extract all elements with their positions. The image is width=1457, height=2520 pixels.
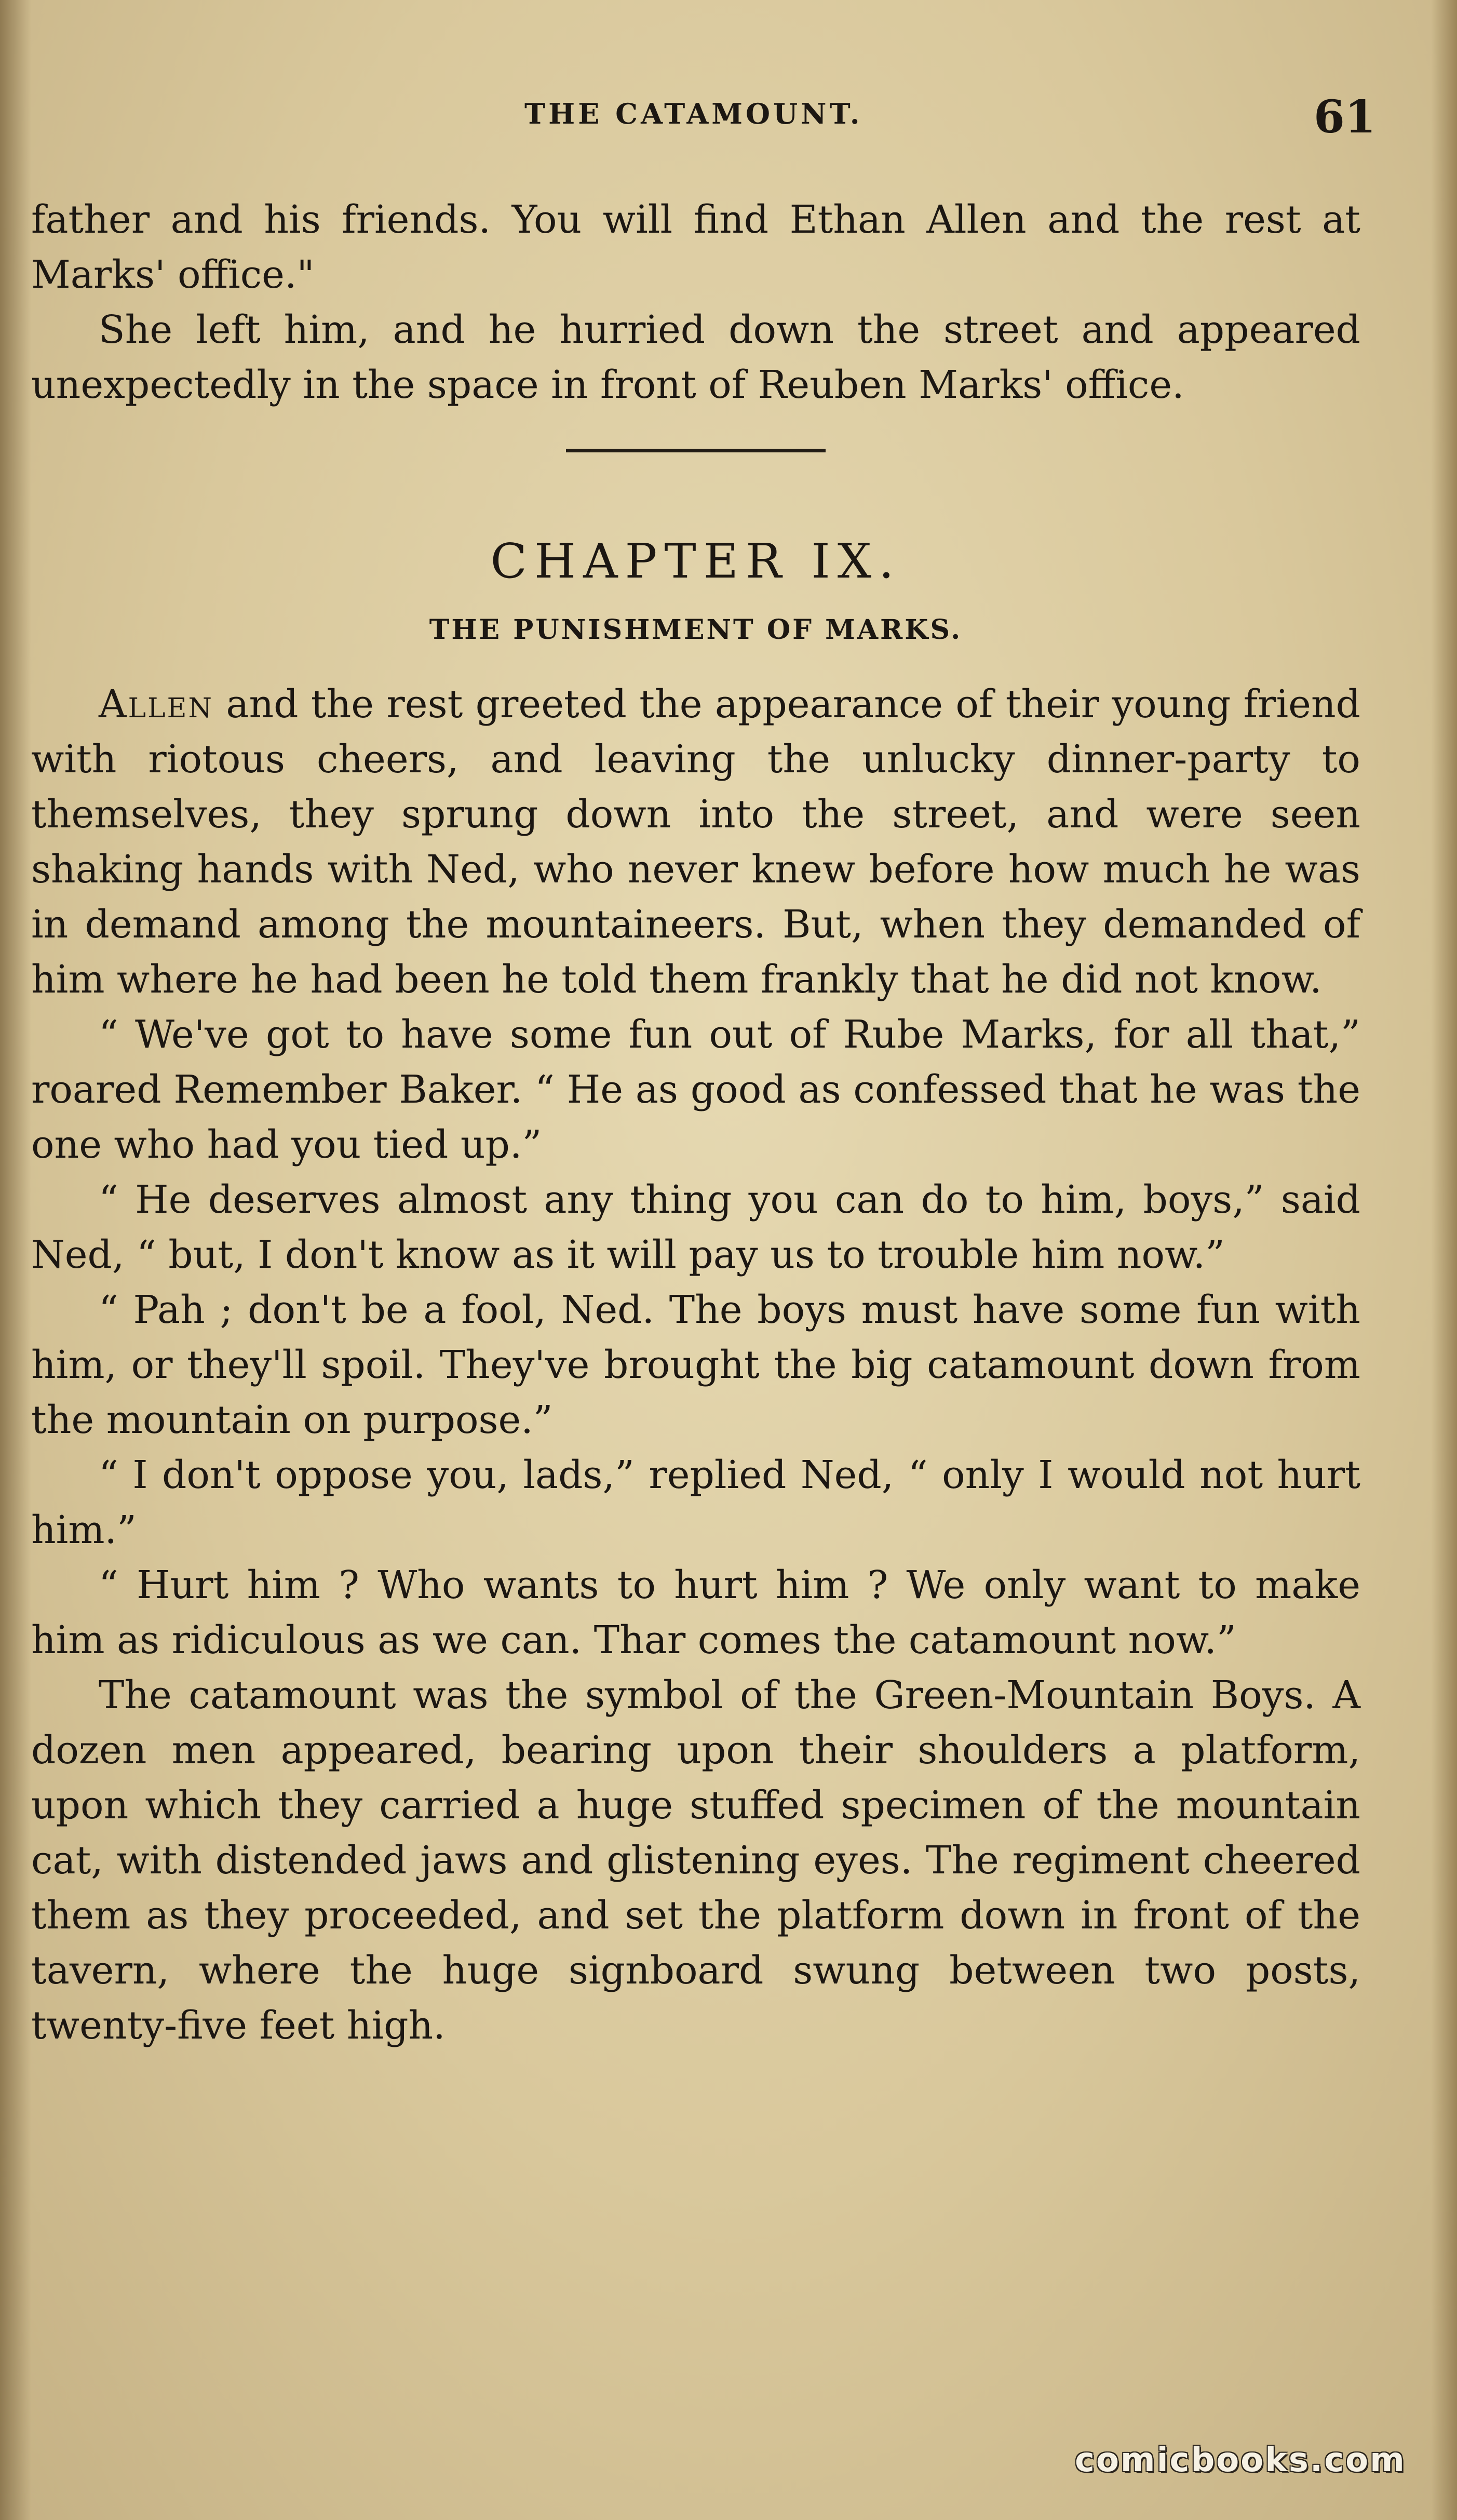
paragraph: “ Hurt him ? Who wants to hurt him ? We only want to make him as ridiculous as we can. Thar comes the catamount now.” — [31, 1563, 1360, 1663]
section-divider — [566, 449, 826, 452]
text-block — [31, 192, 1360, 2053]
chapter-opening-paragraph — [31, 677, 1360, 1007]
paragraph: She left him, and he hurried down the street and appeared unexpectedly in the space in front of Reuben Marks' office. — [31, 307, 1360, 407]
page-number: 61 — [1314, 91, 1376, 143]
chapter-lead-word: Allen — [99, 682, 213, 727]
paragraph: The catamount was the symbol of the Green-Mountain Boys. A dozen men appeared, bearing upon their shoulders a platform, upon which they carried a huge stuffed specimen of the mountain cat, with distended jaws and glistening eyes. The regiment cheered them as they proceeded, and set the platform down in front of the tavern, where the huge signboard swung between two posts, twenty-five feet high. — [31, 1673, 1360, 2048]
watermark: comicbooks.com — [1075, 2441, 1406, 2479]
chapter-title: CHAPTER IX. — [490, 533, 901, 589]
paragraph: “ I don't oppose you, lads,” replied Ned, “ only I would not hurt him.” — [31, 1453, 1360, 1552]
paragraph: “ Pah ; don't be a fool, Ned. The boys must have some fun with him, or they'll spoil. They've brought the big catamount down from the mountain on purpose.” — [31, 1288, 1360, 1442]
paragraph: “ We've got to have some fun out of Rube Marks, for all that,” roared Remember Baker. “ He as good as confessed that he was the one who had you tied up.” — [31, 1012, 1360, 1167]
running-title: THE CATAMOUNT. — [524, 97, 863, 130]
chapter-subtitle: THE PUNISHMENT OF MARKS. — [429, 614, 963, 646]
chapter-opening-text: and the rest greeted the appearance of their young friend with riotous cheers, and leaving the unlucky dinner-party to themselves, they sprung down into the street, and were seen shaking hands with Ned, who never knew before how much he was in demand among the mountaineers. But, when they demanded of him where he had been he told them frankly that he did not know. — [31, 682, 1360, 1002]
paragraph: “ He deserves almost any thing you can do to him, boys,” said Ned, “ but, I don't know as it will pay us to trouble him now.” — [31, 1177, 1360, 1277]
paragraph-continuation: father and his friends. You will find Ethan Allen and the rest at Marks' office." — [31, 197, 1360, 297]
running-head — [0, 91, 1457, 153]
